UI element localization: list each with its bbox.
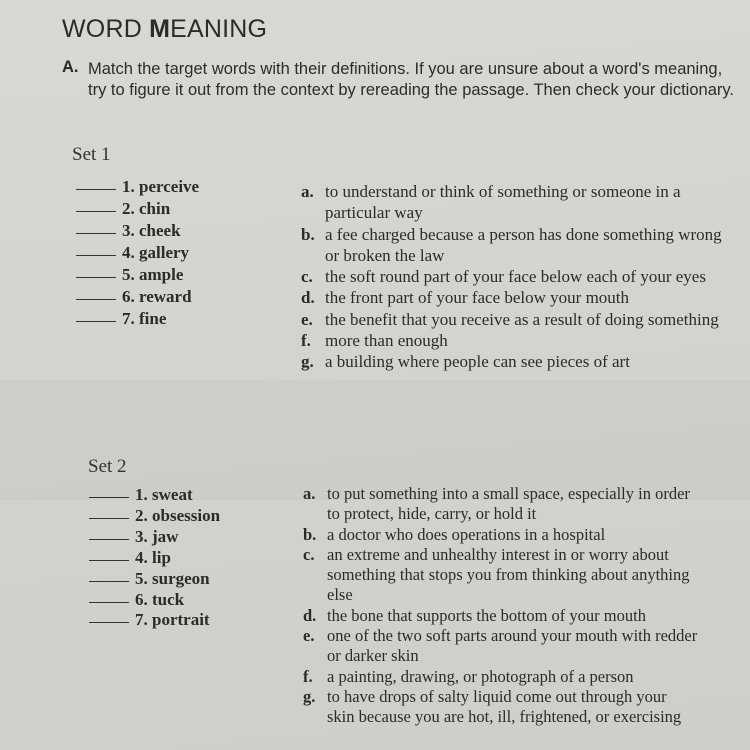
answer-blank[interactable]	[89, 581, 129, 582]
instruction-text: Match the target words with their definitions. If you are unsure about a word's meaning, try to figure it out from the context by rereading the passage. Then check your dictionary.	[88, 60, 734, 99]
set1-word-list	[76, 176, 199, 330]
answer-blank[interactable]	[76, 321, 116, 322]
definition-item: a. to understand or think of something or someone in a particular way	[301, 182, 681, 223]
definition-item: a. to put something into a small space, especially in order to protect, hide, carry, or hold it	[303, 484, 690, 524]
definition-item: d. the bone that supports the bottom of your mouth	[303, 605, 646, 625]
list-item[interactable]: 1. perceive	[76, 176, 199, 198]
definition-item: b. a fee charged because a person has done something wrong or broken the law	[301, 224, 722, 265]
definition-item: c. an extreme and unhealthy interest in or worry about something that stops you from thinking about anything else	[303, 544, 690, 605]
list-item[interactable]: 4. lip	[89, 548, 220, 569]
definition-item: g. a building where people can see pieces of art	[301, 352, 630, 372]
page-title: WORD MEANING	[62, 15, 268, 43]
list-item[interactable]: 3. cheek	[76, 220, 199, 242]
set2-title: Set 2	[88, 456, 127, 477]
answer-blank[interactable]	[76, 211, 116, 212]
definition-item: e. one of the two soft parts around your mouth with redder or darker skin	[303, 626, 698, 666]
answer-blank[interactable]	[76, 277, 116, 278]
answer-blank[interactable]	[76, 189, 116, 190]
list-item[interactable]: 1. sweat	[89, 485, 220, 506]
set1-definition-list	[301, 181, 726, 373]
list-item[interactable]: 6. tuck	[89, 590, 220, 611]
answer-blank[interactable]	[89, 602, 129, 603]
set2-word-list	[89, 485, 220, 631]
list-item[interactable]: 3. jaw	[89, 527, 220, 548]
definition-item: f. more than enough	[301, 331, 448, 351]
list-item[interactable]: 4. gallery	[76, 242, 199, 264]
instruction-label: A.	[62, 58, 79, 76]
definition-item: g. to have drops of salty liquid come out through your skin because you are hot, ill, frightened, or exercising	[303, 686, 682, 727]
list-item[interactable]: 7. portrait	[89, 610, 220, 631]
definition-item: f. a painting, drawing, or photograph of a person	[303, 666, 634, 686]
definition-item: d. the front part of your face below your mouth	[301, 288, 630, 308]
definition-item: c. the soft round part of your face below each of your eyes	[301, 267, 706, 287]
set1-title: Set 1	[72, 144, 111, 165]
page-shading	[0, 380, 750, 500]
answer-blank[interactable]	[89, 518, 129, 519]
set2-definition-list	[303, 484, 698, 728]
definition-item: b. a doctor who does operations in a hospital	[303, 524, 606, 544]
answer-blank[interactable]	[89, 560, 129, 561]
list-item[interactable]: 2. chin	[76, 198, 199, 220]
definition-item: e. the benefit that you receive as a result of doing something	[301, 309, 719, 329]
answer-blank[interactable]	[89, 539, 129, 540]
list-item[interactable]: 5. ample	[76, 264, 199, 286]
answer-blank[interactable]	[89, 622, 129, 623]
list-item[interactable]: 6. reward	[76, 286, 199, 308]
answer-blank[interactable]	[89, 497, 129, 498]
answer-blank[interactable]	[76, 255, 116, 256]
list-item[interactable]: 5. surgeon	[89, 569, 220, 590]
list-item[interactable]: 7. fine	[76, 308, 199, 330]
list-item[interactable]: 2. obsession	[89, 506, 220, 527]
answer-blank[interactable]	[76, 233, 116, 234]
answer-blank[interactable]	[76, 299, 116, 300]
